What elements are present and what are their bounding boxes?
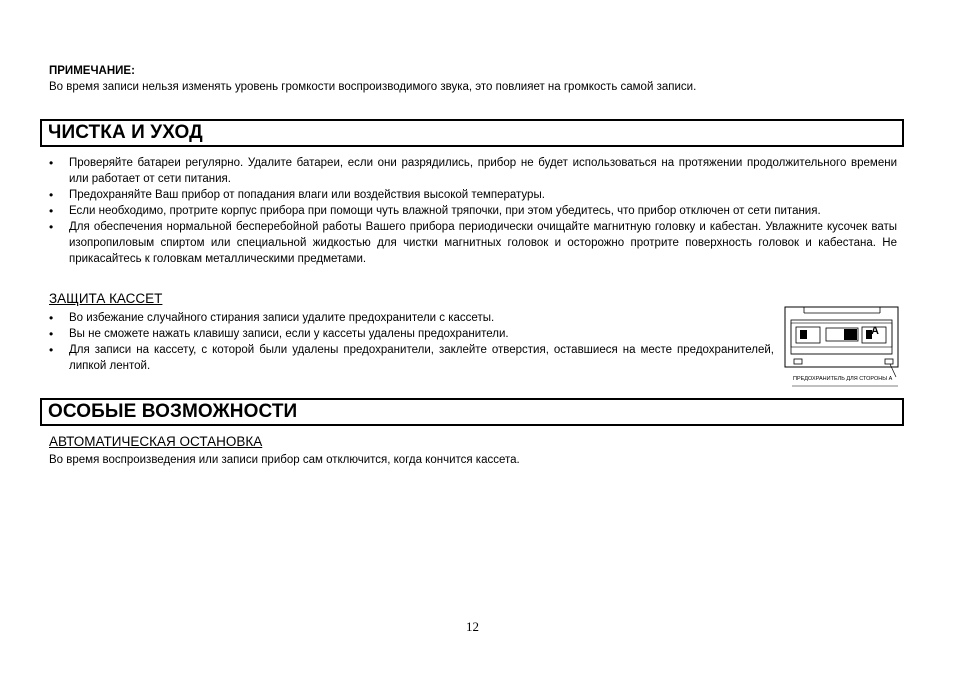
figure-caption: ПРЕДОХРАНИТЕЛЬ ДЛЯ СТОРОНЫ А [793,376,893,382]
list-item: • Если необходимо, протрите корпус прибора при помощи чуть влажной тряпочки, при этом убедитесь, что прибор отключен от сети питания. [49,203,897,219]
side-letter: A [871,325,879,337]
page-number: 12 [466,619,479,634]
protect-list [49,310,774,374]
care-section-title: ЧИСТКА И УХОД [48,122,203,143]
protect-subheading: ЗАЩИТА КАССЕТ [49,291,163,306]
features-section-title: ОСОБЫЕ ВОЗМОЖНОСТИ [48,401,298,422]
care-list [49,155,897,267]
features-section-header [40,398,904,426]
care-section-header [40,119,904,147]
autostop-text: Во время воспроизведения или записи прибор сам отключится, когда кончится кассета. [49,454,520,466]
note-text: Во время записи нельзя изменять уровень громкости воспроизводимого звука, это повлияет на громкость самой записи. [49,81,697,93]
list-item: • Вы не сможете нажать клавишу записи, если у кассеты удалены предохранители. [49,326,774,342]
list-item: • Проверяйте батареи регулярно. Удалите батареи, если они разрядились, прибор не будет использоваться на протяжении продолжительного времени или работает от сети питания. [49,155,897,187]
list-item: • Предохраняйте Ваш прибор от попадания влаги или воздействия высокой температуры. [49,187,897,203]
list-item: • Для обеспечения нормальной бесперебойной работы Вашего прибора периодически очищайте магнитную головку и кабестан. Увлажните кусочек ваты изопропиловым спиртом или специальной жидкостью для чистки магнитных головок и осторожно протрите поверхность головок и кабестана. Не прикасайтесь к головкам металлическими предметами. [49,219,897,267]
note-title: ПРИМЕЧАНИЕ: [49,65,135,77]
list-item: • Для записи на кассету, с которой были удалены предохранители, заклейте отверстия, оставшиеся на месте предохранителей, липкой лентой. [49,342,774,374]
list-item: • Во избежание случайного стирания записи удалите предохранители с кассеты. [49,310,774,326]
cassette-figure [782,303,902,389]
autostop-subheading: АВТОМАТИЧЕСКАЯ ОСТАНОВКА [49,434,263,449]
